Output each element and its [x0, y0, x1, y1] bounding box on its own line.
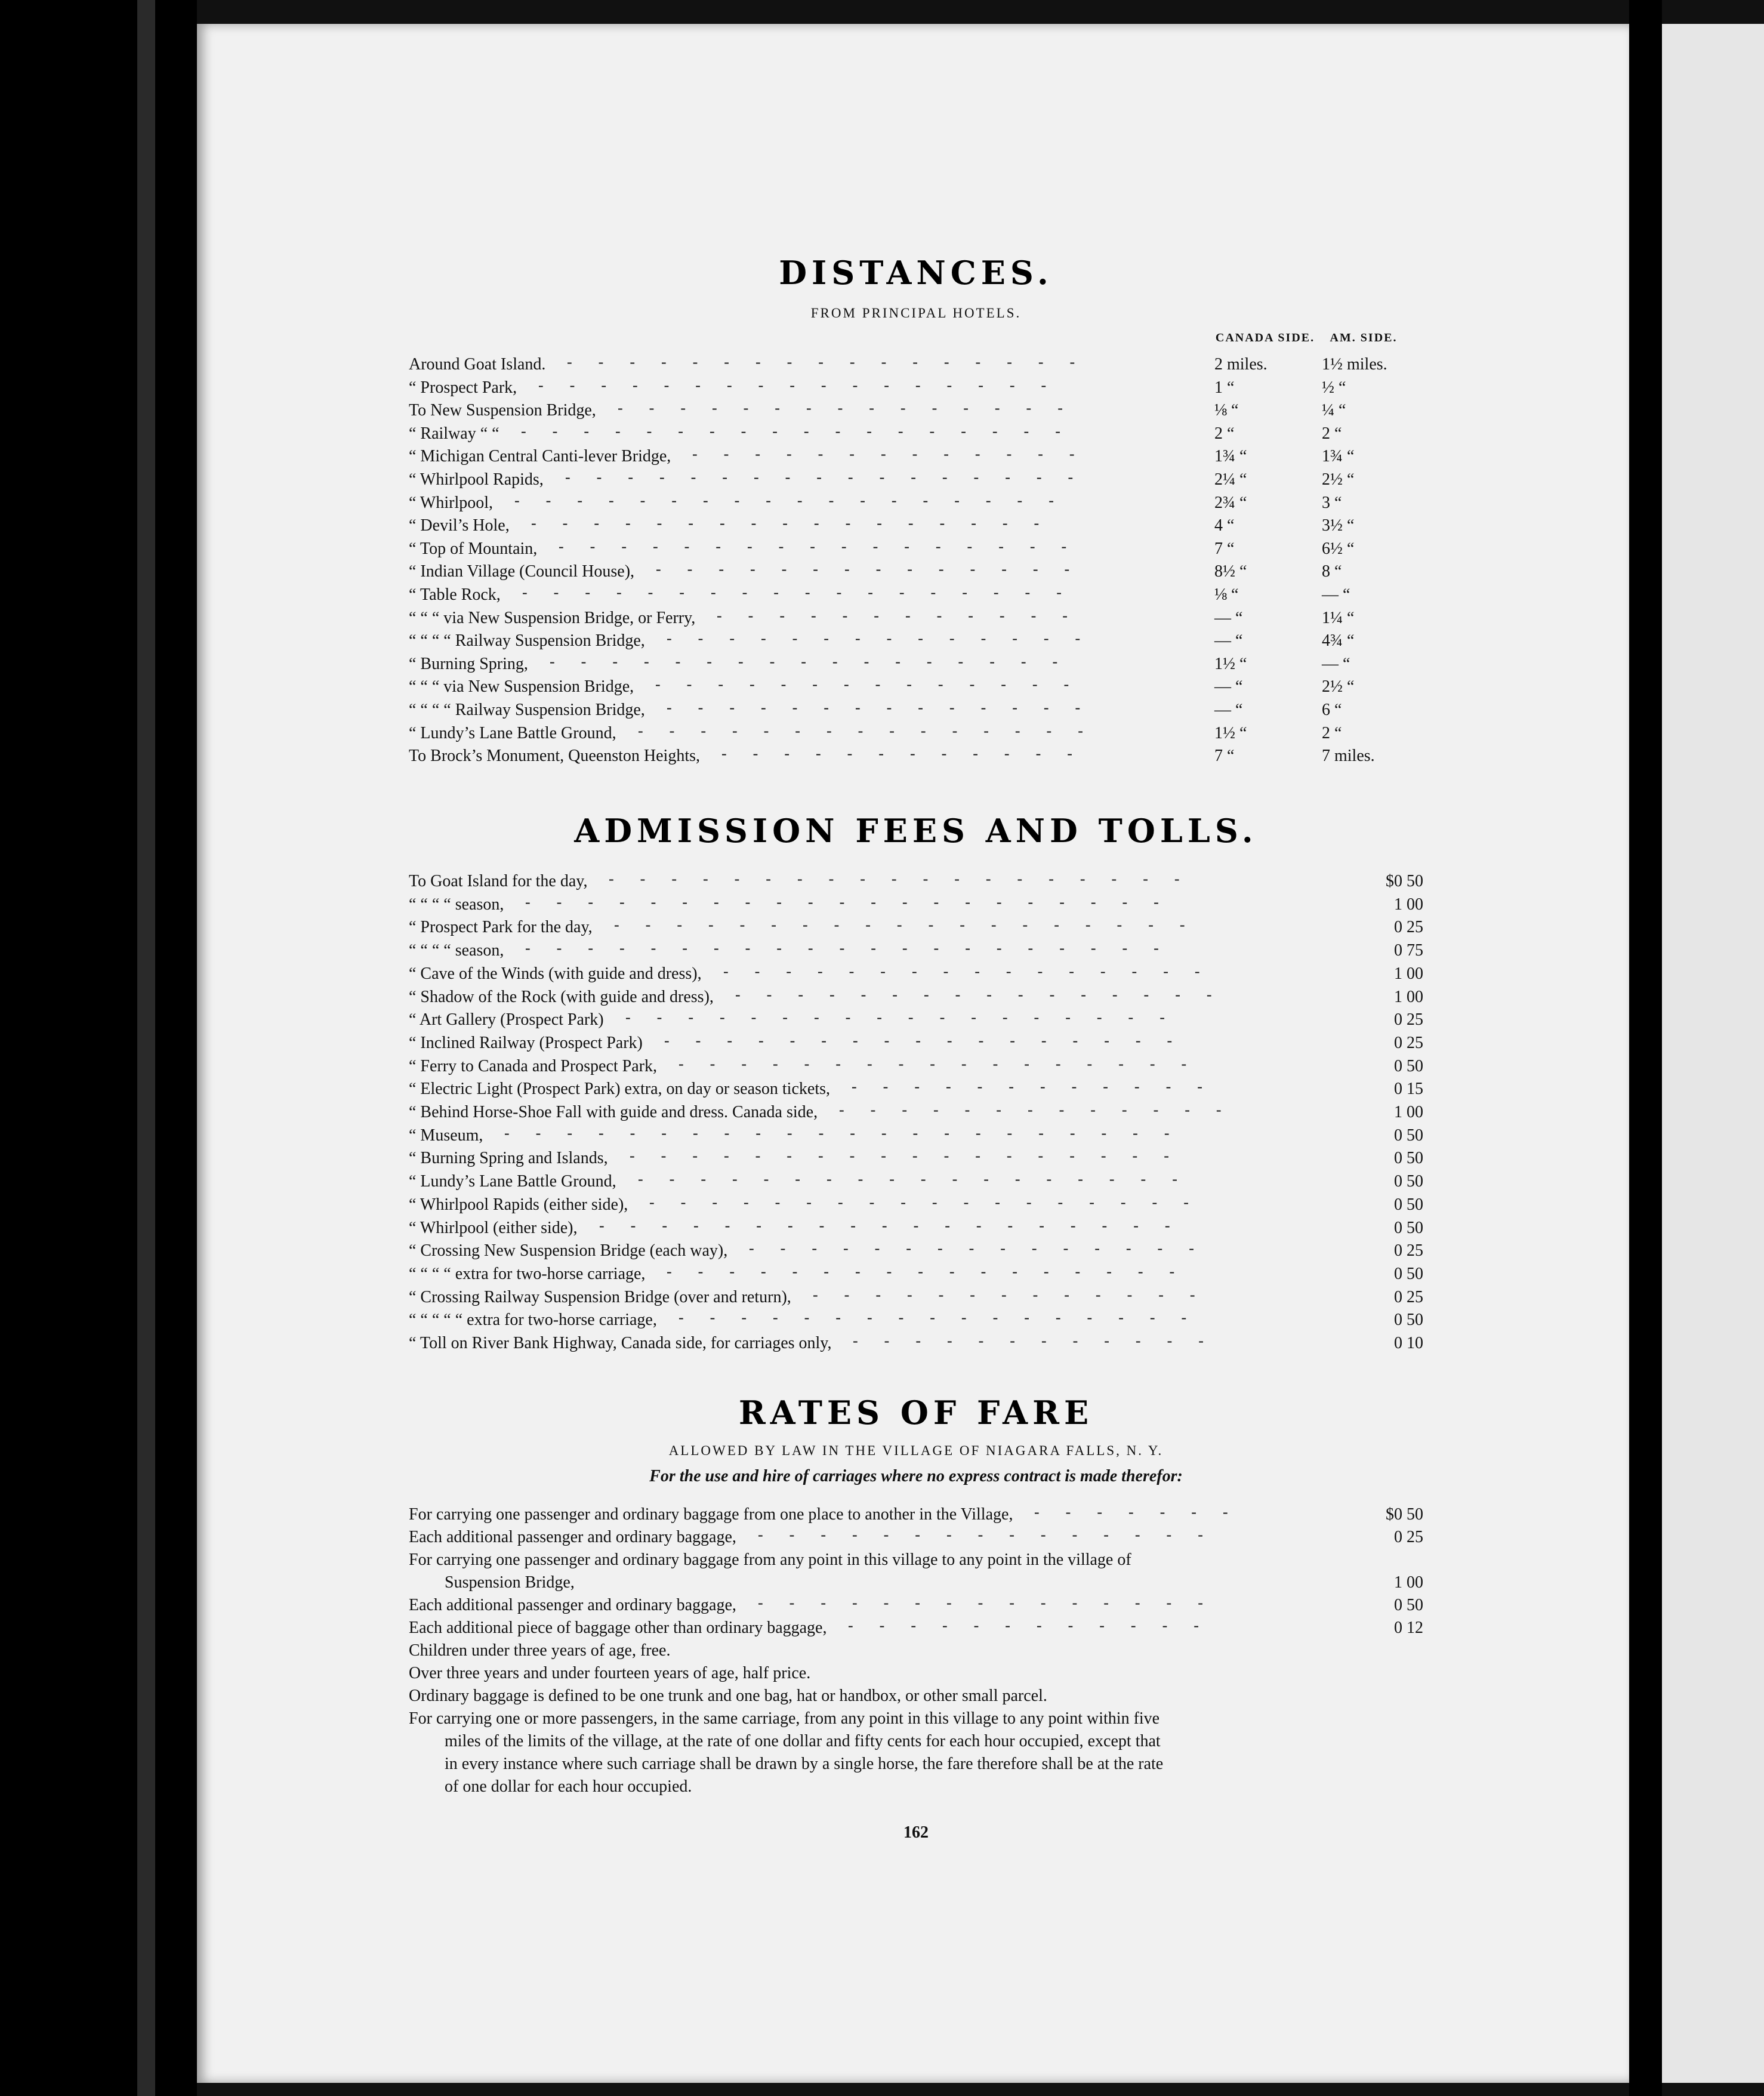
fare-note: Over three years and under fourteen years of age, half price. [409, 1664, 811, 1682]
leader-dots: ------------------ [522, 584, 1088, 601]
distance-row [409, 607, 1423, 630]
distance-row [409, 560, 1423, 583]
canada-distance: 7 “ [1214, 539, 1235, 558]
distance-label: “ “ “ “ Railway Suspension Bridge, [409, 701, 645, 719]
american-distance: 2½ “ [1322, 470, 1355, 489]
admission-amount: 1 00 [1394, 964, 1423, 983]
admission-row [409, 939, 1423, 962]
admission-label: “ Behind Horse-Shoe Fall with guide and dress. Canada side, [409, 1103, 818, 1121]
canada-distance: 7 “ [1214, 747, 1235, 766]
admission-row [409, 1309, 1423, 1331]
fare-amount: 0 50 [1394, 1596, 1423, 1614]
distance-row [409, 745, 1423, 767]
admission-amount: 0 50 [1394, 1311, 1423, 1330]
distance-row [409, 399, 1423, 422]
american-distance: 4¾ “ [1322, 631, 1355, 651]
admission-row [409, 1124, 1423, 1147]
american-distance: 3½ “ [1322, 516, 1355, 535]
leader-dots: ------------------ [514, 491, 1080, 509]
admission-label: “ Cave of the Winds (with guide and dress), [409, 964, 702, 983]
leader-dots: ------------ [848, 1617, 1225, 1634]
distance-label: “ “ “ via New Suspension Bridge, or Ferry, [409, 608, 696, 627]
admission-row [409, 986, 1423, 1009]
admission-label: “ Crossing Railway Suspension Bridge (over and return), [409, 1287, 791, 1306]
distance-label: “ Lundy’s Lane Battle Ground, [409, 723, 616, 742]
canada-distance: ⅛ “ [1214, 401, 1239, 420]
admission-label: “ Lundy’s Lane Battle Ground, [409, 1172, 616, 1191]
admission-row [409, 1240, 1423, 1262]
leader-dots: --------------------- [525, 893, 1185, 911]
fare-row [409, 1526, 1423, 1549]
leader-dots: ----------------- [667, 1262, 1201, 1280]
admission-row [409, 1055, 1423, 1078]
leader-dots: ------------ [853, 1332, 1230, 1349]
distance-label: “ Devil’s Hole, [409, 516, 510, 535]
admission-amount: 0 25 [1394, 918, 1423, 937]
leader-dots: ----------------- [664, 1031, 1199, 1049]
admission-row [409, 1147, 1423, 1170]
admission-amount: 0 25 [1394, 1033, 1423, 1052]
admission-label: “ Art Gallery (Prospect Park) [409, 1010, 604, 1029]
leader-dots: -------------- [655, 676, 1096, 693]
distance-label: Around Goat Island. [409, 355, 546, 374]
fares-subtitle: ALLOWED BY LAW IN THE VILLAGE OF NIAGARA FALLS, N. Y. [668, 1443, 1164, 1458]
distance-label: “ Table Rock, [409, 585, 501, 604]
distance-row [409, 538, 1423, 560]
admission-row [409, 1263, 1423, 1286]
distance-row [409, 445, 1423, 468]
distance-label: “ Whirlpool, [409, 493, 494, 512]
canada-distance: 2 “ [1214, 424, 1235, 443]
canada-distance: 1¾ “ [1214, 447, 1247, 466]
distance-row [409, 653, 1423, 676]
canada-distance: 2 miles. [1214, 355, 1268, 374]
distances-title: DISTANCES. [779, 254, 1053, 292]
fare-line: For carrying one passenger and ordinary baggage from any point in this village to any point in the village of [409, 1551, 1131, 1569]
canada-distance: 2¾ “ [1214, 493, 1247, 512]
leader-dots: ------- [1034, 1503, 1254, 1521]
fare-label: Suspension Bridge, [445, 1573, 575, 1592]
admission-amount: 1 00 [1394, 987, 1423, 1006]
canada-distance: — “ [1214, 631, 1243, 651]
fare-amount: 1 00 [1394, 1573, 1423, 1592]
distance-row [409, 514, 1423, 537]
admission-label: To Goat Island for the day, [409, 872, 588, 890]
leader-dots: ----------------- [538, 376, 1073, 394]
distance-label: “ Railway “ “ [409, 424, 499, 443]
american-distance: 7 miles. [1322, 747, 1375, 766]
fare-note: Ordinary baggage is defined to be one trunk and one bag, hat or handbox, or other small parcel. [409, 1687, 1047, 1705]
admission-row [409, 1286, 1423, 1309]
distance-label: “ “ “ via New Suspension Bridge, [409, 677, 634, 696]
leader-dots: ------------------ [638, 1170, 1204, 1188]
leader-dots: ----------------- [550, 652, 1084, 670]
book-page [197, 24, 1629, 2083]
distance-label: “ Top of Mountain, [409, 539, 538, 558]
distance-row [409, 377, 1423, 399]
admission-label: “ “ “ “ season, [409, 941, 504, 960]
leader-dots: ------------ [721, 745, 1099, 763]
admission-amount: 0 50 [1394, 1126, 1423, 1145]
admission-label: “ Ferry to Canada and Prospect Park, [409, 1056, 657, 1075]
fares-title: RATES OF FARE [738, 1394, 1094, 1432]
leader-dots: ----------------- [565, 468, 1100, 486]
canada-distance: 4 “ [1214, 516, 1235, 535]
distance-label: To Brock’s Monument, Queenston Heights, [409, 747, 700, 766]
leader-dots: --------------- [618, 399, 1089, 417]
leader-dots: --------------------- [525, 939, 1185, 957]
canada-distance: 1½ “ [1214, 654, 1247, 673]
american-distance: — “ [1322, 654, 1350, 673]
distance-row [409, 676, 1423, 698]
admission-amount: 0 25 [1394, 1287, 1423, 1306]
american-distance: 1¾ “ [1322, 447, 1355, 466]
leader-dots: -------------- [667, 699, 1107, 716]
leader-dots: ------------ [717, 606, 1094, 624]
admission-amount: 0 75 [1394, 941, 1423, 960]
leader-dots: ------------------ [521, 422, 1087, 440]
leader-dots: --------------- [758, 1594, 1229, 1611]
admission-label: “ Crossing New Suspension Bridge (each way), [409, 1241, 728, 1260]
book-binding [0, 0, 197, 2096]
admission-amount: 0 50 [1394, 1195, 1423, 1214]
admission-label: “ Prospect Park for the day, [409, 918, 593, 937]
fare-paragraph-line: For carrying one or more passengers, in the same carriage, from any point in this village to any point within five [409, 1709, 1160, 1728]
leader-dots: ------------------ [625, 1009, 1191, 1027]
admission-amount: 1 00 [1394, 895, 1423, 914]
leader-dots: ---------------- [723, 962, 1226, 980]
canada-distance: 8½ “ [1214, 562, 1247, 581]
admission-label: “ Museum, [409, 1126, 483, 1145]
fare-label: For carrying one passenger and ordinary baggage from one place to another in the Village, [409, 1505, 1013, 1524]
admission-amount: $0 50 [1386, 872, 1423, 890]
admission-label: “ Toll on River Bank Highway, Canada side, for carriages only, [409, 1334, 832, 1352]
distances-subtitle: FROM PRINCIPAL HOTELS. [810, 306, 1022, 320]
distance-label: “ Whirlpool Rapids, [409, 470, 544, 489]
leader-dots: ------------------- [614, 916, 1211, 934]
distance-label: “ “ “ “ Railway Suspension Bridge, [409, 631, 645, 651]
admission-label: “ Burning Spring and Islands, [409, 1149, 608, 1168]
fare-paragraph-line: of one dollar for each hour occupied. [445, 1777, 692, 1796]
american-distance: 2½ “ [1322, 677, 1355, 696]
leader-dots: -------------- [667, 630, 1107, 648]
fare-row [409, 1594, 1423, 1617]
fare-amount: 0 25 [1394, 1528, 1423, 1546]
admission-label: “ “ “ “ “ extra for two-horse carriage, [409, 1311, 657, 1330]
admission-row [409, 893, 1423, 916]
fare-label: Each additional piece of baggage other than ordinary baggage, [409, 1619, 827, 1637]
admission-row [409, 870, 1423, 893]
canada-distance: 1½ “ [1214, 723, 1247, 742]
admission-amount: 0 50 [1394, 1172, 1423, 1191]
admission-row [409, 1194, 1423, 1216]
distance-label: “ Michigan Central Canti-lever Bridge, [409, 447, 671, 466]
canada-distance: 2¼ “ [1214, 470, 1247, 489]
leader-dots: ---------------- [735, 985, 1238, 1003]
leader-dots: ----------------- [567, 353, 1102, 371]
leader-dots: ---------------------- [504, 1124, 1196, 1142]
american-distance: 3 “ [1322, 493, 1342, 512]
admission-row [409, 1009, 1423, 1031]
canada-distance: — “ [1214, 608, 1243, 627]
page-number: 162 [903, 1823, 929, 1842]
fare-note: Children under three years of age, free. [409, 1641, 671, 1660]
leader-dots: ------------- [839, 1101, 1248, 1118]
distance-row [409, 423, 1423, 445]
leader-dots: ------------- [692, 445, 1101, 463]
admission-row [409, 963, 1423, 985]
distance-row [409, 584, 1423, 606]
admission-row [409, 1101, 1423, 1124]
american-distance: 6 “ [1322, 701, 1342, 719]
distance-label: “ Prospect Park, [409, 378, 517, 397]
admission-label: “ Inclined Railway (Prospect Park) [409, 1033, 643, 1052]
leader-dots: ----------------- [679, 1309, 1213, 1327]
leader-dots: ----------------- [531, 514, 1066, 532]
canada-distance: — “ [1214, 677, 1243, 696]
distance-row [409, 353, 1423, 376]
admission-amount: 0 50 [1394, 1218, 1423, 1237]
american-distance: 1½ miles. [1322, 355, 1387, 374]
american-distance: 1¼ “ [1322, 608, 1355, 627]
leader-dots: ------------------ [649, 1193, 1215, 1211]
admission-amount: 0 50 [1394, 1056, 1423, 1075]
leader-dots: ----------------- [679, 1055, 1213, 1072]
distance-row [409, 630, 1423, 652]
fare-amount: $0 50 [1386, 1505, 1423, 1524]
admission-row [409, 1217, 1423, 1240]
leader-dots: --------------- [758, 1526, 1229, 1543]
leader-dots: -------------- [656, 560, 1096, 578]
admission-amount: 0 50 [1394, 1264, 1423, 1283]
admission-amount: 0 10 [1394, 1334, 1423, 1352]
admission-row [409, 1332, 1423, 1355]
distance-row [409, 492, 1423, 514]
fares-intro: For the use and hire of carriages where no express contract is made therefor: [649, 1467, 1183, 1485]
distance-label: “ Burning Spring, [409, 654, 528, 673]
facing-page-edge [1662, 24, 1764, 2083]
american-distance: 2 “ [1322, 723, 1342, 742]
leader-dots: --------------- [749, 1240, 1220, 1257]
distance-row [409, 699, 1423, 722]
binding-edge [137, 0, 155, 2096]
american-distance: ½ “ [1322, 378, 1346, 397]
admission-label: “ Whirlpool (either side), [409, 1218, 578, 1237]
admission-label: “ “ “ “ season, [409, 895, 504, 914]
distance-row [409, 722, 1423, 745]
distance-row [409, 468, 1423, 491]
admission-amount: 1 00 [1394, 1103, 1423, 1121]
fare-row [409, 1503, 1423, 1526]
admission-label: “ “ “ “ extra for two-horse carriage, [409, 1264, 646, 1283]
american-side-header: AM. SIDE. [1330, 331, 1398, 344]
page-gutter [1629, 0, 1662, 2096]
american-distance: ¼ “ [1322, 401, 1346, 420]
distance-label: “ Indian Village (Council House), [409, 562, 635, 581]
fare-label: Each additional passenger and ordinary baggage, [409, 1528, 736, 1546]
admission-row [409, 1032, 1423, 1055]
american-distance: 6½ “ [1322, 539, 1355, 558]
leader-dots: ------------------ [630, 1147, 1195, 1165]
fare-row [409, 1571, 1423, 1594]
admission-row [409, 916, 1423, 939]
admission-title: ADMISSION FEES AND TOLLS. [574, 812, 1258, 850]
fare-paragraph-line: miles of the limits of the village, at the rate of one dollar and fifty cents for each hour occupied, except that [445, 1732, 1161, 1750]
admission-amount: 0 25 [1394, 1010, 1423, 1029]
canada-distance: ⅛ “ [1214, 585, 1239, 604]
fare-label: Each additional passenger and ordinary baggage, [409, 1596, 736, 1614]
admission-amount: 0 50 [1394, 1149, 1423, 1168]
canada-side-header: CANADA SIDE. [1215, 331, 1315, 344]
leader-dots: ------------------- [609, 870, 1206, 887]
american-distance: 2 “ [1322, 424, 1342, 443]
fare-amount: 0 12 [1394, 1619, 1423, 1637]
admission-label: “ Electric Light (Prospect Park) extra, on day or season tickets, [409, 1080, 830, 1099]
leader-dots: ------------ [852, 1078, 1229, 1096]
leader-dots: ------------------- [599, 1216, 1196, 1234]
admission-label: “ Whirlpool Rapids (either side), [409, 1195, 628, 1214]
american-distance: — “ [1322, 585, 1350, 604]
admission-label: “ Shadow of the Rock (with guide and dress), [409, 987, 714, 1006]
admission-amount: 0 15 [1394, 1080, 1423, 1099]
leader-dots: --------------- [638, 722, 1109, 739]
american-distance: 8 “ [1322, 562, 1342, 581]
fare-paragraph-line: in every instance where such carriage shall be drawn by a single horse, the fare therefore shall be at the rate [445, 1755, 1164, 1773]
canada-distance: 1 “ [1214, 378, 1235, 397]
canada-distance: — “ [1214, 701, 1243, 719]
leader-dots: ----------------- [559, 537, 1093, 555]
leader-dots: ------------- [813, 1286, 1222, 1303]
distance-label: To New Suspension Bridge, [409, 401, 596, 420]
admission-amount: 0 25 [1394, 1241, 1423, 1260]
admission-row [409, 1078, 1423, 1101]
admission-row [409, 1170, 1423, 1193]
fare-row [409, 1617, 1423, 1639]
